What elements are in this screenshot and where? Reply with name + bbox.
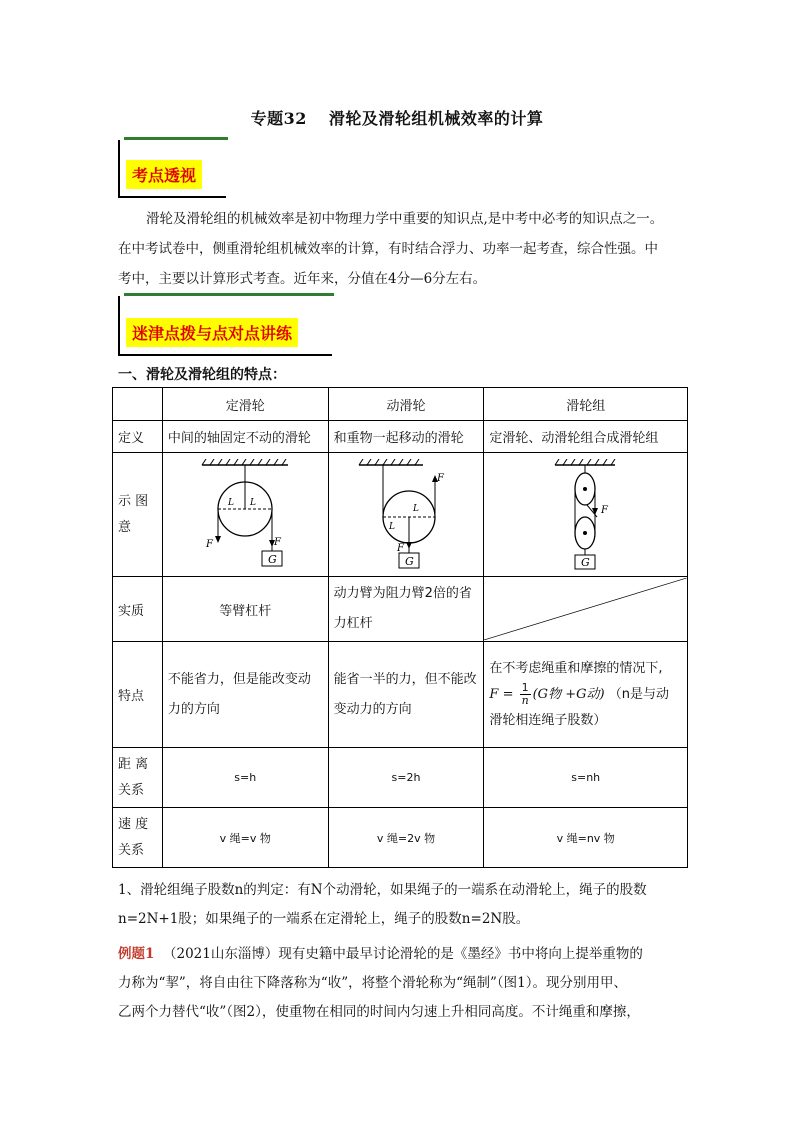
row-label: 距 离 关系 bbox=[113, 748, 163, 808]
cell-fixed: 不能省力，但是能改变动力的方向 bbox=[162, 642, 328, 748]
pulley-group-figure bbox=[531, 459, 641, 571]
feature-line: （n是与动 bbox=[608, 686, 669, 702]
cell-fixed: 等臂杠杆 bbox=[162, 577, 328, 642]
example-line: 乙两个力替代“收”（图2），使重物在相同的时间内匀速上升相同高度。不计绳重和摩擦， bbox=[118, 1004, 640, 1020]
page-title bbox=[0, 106, 794, 129]
formula-fraction bbox=[520, 682, 531, 707]
table-corner bbox=[113, 388, 163, 421]
label-f2: F bbox=[397, 542, 404, 554]
title-prefix: 专题32 bbox=[250, 109, 307, 128]
intro-paragraph bbox=[118, 204, 688, 294]
pulley-group-diagram bbox=[484, 453, 688, 577]
cell-movable: 能省一半的力，但不能改变动力的方向 bbox=[328, 642, 484, 748]
cell-group-empty bbox=[484, 577, 688, 642]
row-label-part: 意 bbox=[118, 519, 132, 535]
cell-group bbox=[484, 642, 688, 748]
label-l2: L bbox=[389, 521, 395, 532]
feature-line: 在不考虑绳重和摩擦的情况下, bbox=[489, 660, 663, 676]
label-l1: L bbox=[228, 497, 235, 508]
cell-movable: 动力臂为阻力臂2倍的省力杠杆 bbox=[328, 577, 484, 642]
example-label: 例题1 bbox=[118, 946, 155, 962]
cell-fixed: 中间的轴固定不动的滑轮 bbox=[162, 421, 328, 453]
table-row-feature bbox=[113, 642, 688, 748]
feature-line: 滑轮相连绳子股数） bbox=[489, 712, 607, 728]
fixed-pulley-figure bbox=[190, 459, 300, 571]
label-l1: L bbox=[413, 503, 419, 514]
subheading: 一、滑轮及滑轮组的特点： bbox=[118, 367, 286, 383]
table-row-definition bbox=[113, 421, 688, 453]
section-label-1: 考点透视 bbox=[126, 160, 202, 189]
table-row-essence bbox=[113, 577, 688, 642]
label-f: F bbox=[600, 504, 608, 516]
cell-movable: s=2h bbox=[328, 748, 484, 808]
note-line: 1、滑轮组绳子股数n的判定：有N个动滑轮，如果绳子的一端系在动滑轮上，绳子的股数 bbox=[118, 882, 647, 898]
table-row-diagram bbox=[113, 453, 688, 577]
label-g: G bbox=[405, 554, 414, 568]
section-label-2: 迷津点拨与点对点讲练 bbox=[126, 318, 298, 347]
table-row-distance bbox=[113, 748, 688, 808]
intro-line: 在中考试卷中，侧重滑轮组机械效率的计算，有时结合浮力、功率一起考查，综合性强。中 bbox=[118, 241, 658, 257]
header-movable: 动滑轮 bbox=[328, 388, 484, 421]
intro-line: 滑轮及滑轮组的机械效率是初中物理力学中重要的知识点,是中考中必考的知识点之一。 bbox=[146, 211, 664, 227]
note-line: n=2N+1股；如果绳子的一端系在定滑轮上，绳子的股数n=2N股。 bbox=[118, 911, 530, 927]
feature-formula bbox=[489, 682, 682, 708]
cell-group: s=nh bbox=[484, 748, 688, 808]
cell-fixed: v 绳=v 物 bbox=[162, 808, 328, 868]
row-label: 定义 bbox=[113, 421, 163, 453]
row-label: 实质 bbox=[113, 577, 163, 642]
row-label: 特点 bbox=[113, 642, 163, 748]
cell-group: 定滑轮、动滑轮组合成滑轮组 bbox=[484, 421, 688, 453]
example-line bbox=[118, 940, 688, 969]
section-header-2 bbox=[118, 296, 332, 356]
cell-movable: v 绳=2v 物 bbox=[328, 808, 484, 868]
table-header-row bbox=[113, 388, 688, 421]
pulley-table bbox=[112, 387, 688, 868]
cell-movable: 和重物一起移动的滑轮 bbox=[328, 421, 484, 453]
row-label: 速 度 关系 bbox=[113, 808, 163, 868]
cell-group: v 绳=nv 物 bbox=[484, 808, 688, 868]
label-f2: F bbox=[274, 536, 282, 548]
formula-num: 1 bbox=[521, 680, 529, 694]
note-paragraph bbox=[118, 876, 688, 934]
title-main: 滑轮及滑轮组机械效率的计算 bbox=[328, 109, 544, 128]
formula-lhs: F = bbox=[489, 686, 514, 702]
label-g: G bbox=[268, 552, 278, 566]
example-paragraph bbox=[118, 940, 688, 1027]
formula-rhs: (G物 +G动) bbox=[532, 686, 605, 702]
formula-den: n bbox=[521, 693, 529, 707]
intro-line: 考中，主要以计算形式考查。近年来，分值在4分—6分左右。 bbox=[118, 271, 487, 287]
example-line: 力称为“挈”，将自由往下降落称为“收”，将整个滑轮称为“绳制”（图1）。现分别用甲、 bbox=[118, 975, 627, 991]
cell-fixed: s=h bbox=[162, 748, 328, 808]
movable-pulley-figure bbox=[351, 459, 461, 571]
diagonal-slash bbox=[484, 578, 687, 640]
row-label-part: 示 图 bbox=[118, 493, 149, 509]
label-f1: F bbox=[437, 472, 444, 484]
section-header-1 bbox=[118, 140, 226, 198]
label-g: G bbox=[580, 555, 590, 569]
header-group: 滑轮组 bbox=[484, 388, 688, 421]
header-fixed: 定滑轮 bbox=[162, 388, 328, 421]
example-text: （2021山东淄博）现有史籍中最早讨论滑轮的是《墨经》书中将向上提举重物的 bbox=[163, 946, 643, 962]
label-f1: F bbox=[206, 538, 214, 550]
table-row-speed bbox=[113, 808, 688, 868]
label-l2: L bbox=[250, 497, 257, 508]
fixed-pulley-diagram bbox=[162, 453, 328, 577]
movable-pulley-diagram bbox=[328, 453, 484, 577]
row-label bbox=[113, 453, 163, 577]
